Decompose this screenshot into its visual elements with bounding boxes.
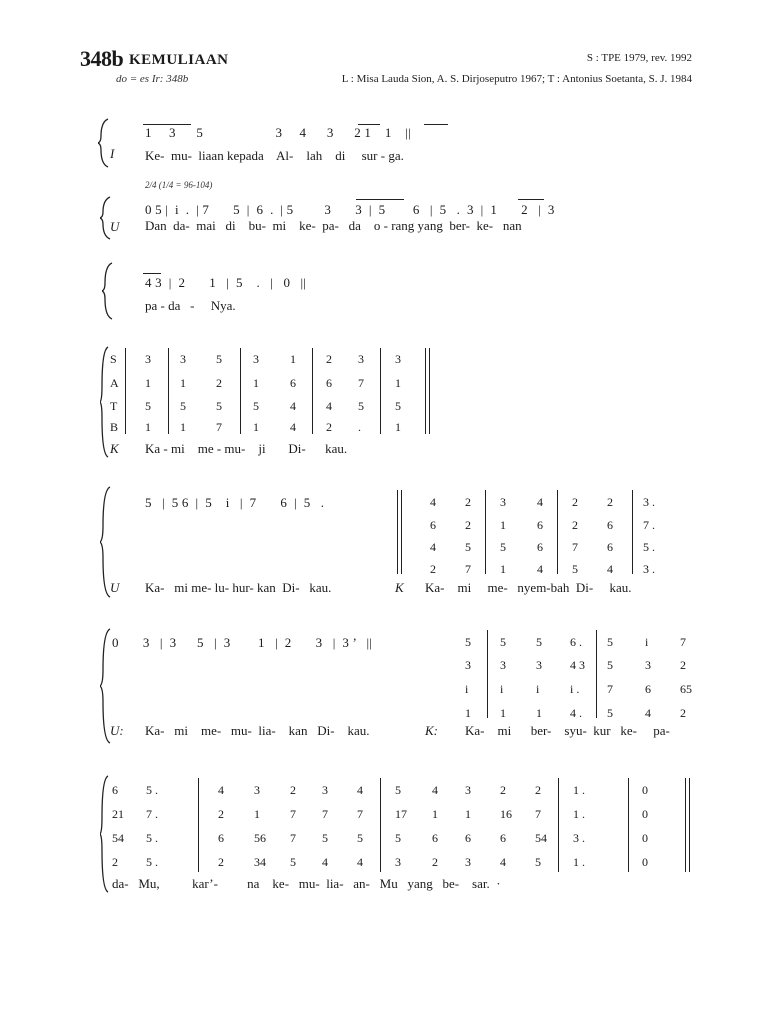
key-info: do = es Ir: 348b xyxy=(116,73,189,85)
note-cell: 2 xyxy=(680,706,686,720)
note-cell: 3 xyxy=(145,352,151,366)
lyrics-line: Ka - mi me - mu- ji Di- kau. xyxy=(145,441,348,456)
note-cell: i . xyxy=(570,682,580,696)
note-cell: 5 xyxy=(322,831,328,845)
note-cell: 54 xyxy=(535,831,547,845)
note-cell: 6 xyxy=(465,831,471,845)
melody-notes: 1 3 5 3 4 3 2 1 1 || xyxy=(145,125,412,140)
note-cell: 2 xyxy=(326,352,332,366)
note-cell: 6 xyxy=(290,376,296,390)
note-cell: 65 xyxy=(680,682,692,696)
note-cell: 34 xyxy=(254,855,266,869)
beam-line xyxy=(143,273,161,274)
note-cell: 4 xyxy=(218,783,224,797)
note-cell: 4 xyxy=(322,855,328,869)
note-cell: 4 . xyxy=(570,706,582,720)
hymn-number: 348b xyxy=(80,46,124,71)
system-brace xyxy=(100,775,110,893)
note-cell: 5 . xyxy=(146,831,158,845)
double-bar-line xyxy=(397,490,402,574)
note-cell: 5 xyxy=(536,635,542,649)
note-cell: 2 xyxy=(607,495,613,509)
note-cell: 7 . xyxy=(146,807,158,821)
note-cell: 1 xyxy=(395,376,401,390)
note-cell: 1 xyxy=(500,562,506,576)
note-cell: 2 xyxy=(535,783,541,797)
note-cell: 1 xyxy=(253,420,259,434)
note-cell: 0 xyxy=(642,783,648,797)
note-cell: 5 xyxy=(395,831,401,845)
note-cell: 56 xyxy=(254,831,266,845)
note-cell: 3 xyxy=(395,352,401,366)
note-cell: 2 xyxy=(218,807,224,821)
bar-line xyxy=(487,630,488,718)
note-cell: 4 xyxy=(430,540,436,554)
bar-line xyxy=(198,778,199,872)
note-cell: 3 xyxy=(465,658,471,672)
note-cell: 1 xyxy=(180,420,186,434)
note-cell: 1 xyxy=(536,706,542,720)
note-cell: 5 xyxy=(535,855,541,869)
note-cell: 5 xyxy=(607,658,613,672)
note-cell: 7 xyxy=(322,807,328,821)
bar-line xyxy=(380,348,381,434)
note-cell: 4 xyxy=(290,399,296,413)
source-music: S : TPE 1979, rev. 1992 xyxy=(586,52,692,64)
bar-line xyxy=(312,348,313,434)
note-cell: 6 xyxy=(607,518,613,532)
note-cell: 5 xyxy=(358,399,364,413)
note-cell: 5 . xyxy=(643,540,655,554)
note-cell: 3 xyxy=(253,352,259,366)
bar-line xyxy=(557,490,558,574)
note-cell: 54 xyxy=(112,831,124,845)
note-cell: 1 xyxy=(180,376,186,390)
note-cell: 2 xyxy=(216,376,222,390)
note-cell: 2 xyxy=(326,420,332,434)
note-cell: 2 xyxy=(465,495,471,509)
note-cell: 4 xyxy=(430,495,436,509)
line-tag: U: xyxy=(110,723,124,738)
melody-notes: 0 3 | 3 5 | 3 1 | 2 3 | 3 ’ || xyxy=(112,635,373,650)
note-cell: 4 3 xyxy=(570,658,585,672)
note-cell: 5 xyxy=(607,635,613,649)
beam-line xyxy=(424,124,448,125)
note-cell: i xyxy=(536,682,540,696)
note-cell: 0 xyxy=(642,855,648,869)
note-cell: 3 xyxy=(180,352,186,366)
note-cell: 6 xyxy=(645,682,651,696)
note-cell: 5 xyxy=(145,399,151,413)
note-cell: 7 xyxy=(465,562,471,576)
bar-line xyxy=(125,348,126,434)
note-cell: 2 xyxy=(572,518,578,532)
lyrics-line: Ka- mi me- lu- hur- kan Di- kau. xyxy=(145,580,332,595)
note-cell: 17 xyxy=(395,807,407,821)
melody-notes: 0 5 | i . | 7 5 | 6 . | 5 3 3 | 5 6 | 5 . 3 | 1 2 | 3 xyxy=(145,202,555,217)
lyrics-line: Ke- mu- liaan kepada Al- lah di sur - ga. xyxy=(145,148,404,163)
note-cell: 3 xyxy=(395,855,401,869)
note-cell: 3 xyxy=(465,783,471,797)
note-cell: 6 xyxy=(430,518,436,532)
note-cell: 5 xyxy=(357,831,363,845)
final-bar-line xyxy=(425,348,430,434)
note-cell: 1 xyxy=(254,807,260,821)
note-cell: 3 xyxy=(358,352,364,366)
system-brace xyxy=(100,346,110,458)
lyrics-line: Dan da- mai di bu- mi ke- pa- da o - rang yang ber- ke- nan xyxy=(145,218,522,233)
lyrics-line: Ka- mi me- nyem-bah Di- kau. xyxy=(425,580,632,595)
note-cell: 1 xyxy=(253,376,259,390)
lyrics-line: Ka- mi ber- syu- kur ke- pa- xyxy=(465,723,670,738)
note-cell: 4 xyxy=(607,562,613,576)
note-cell: 4 xyxy=(537,495,543,509)
bar-line xyxy=(632,490,633,574)
note-cell: 4 xyxy=(645,706,651,720)
note-cell: 5 xyxy=(572,562,578,576)
system-brace xyxy=(102,262,114,320)
note-cell: 6 xyxy=(500,831,506,845)
final-bar-line xyxy=(685,778,690,872)
note-cell: 1 xyxy=(432,807,438,821)
note-cell: 3 xyxy=(536,658,542,672)
note-cell: 2 xyxy=(572,495,578,509)
note-cell: i xyxy=(465,682,469,696)
note-cell: 5 . xyxy=(146,783,158,797)
note-cell: 5 xyxy=(290,855,296,869)
note-cell: 7 . xyxy=(643,518,655,532)
note-cell: 4 xyxy=(432,783,438,797)
note-cell: 2 xyxy=(680,658,686,672)
bar-line xyxy=(628,778,629,872)
note-cell: 7 xyxy=(535,807,541,821)
note-cell: 7 xyxy=(358,376,364,390)
note-cell: 4 xyxy=(290,420,296,434)
note-cell: 5 xyxy=(216,399,222,413)
beam-line xyxy=(143,124,191,125)
note-cell: 3 xyxy=(500,658,506,672)
note-cell: 3 . xyxy=(643,562,655,576)
note-cell: 7 xyxy=(680,635,686,649)
lyrics-line: Ka- mi me- mu- lia- kan Di- kau. xyxy=(145,723,370,738)
beam-line xyxy=(358,124,380,125)
note-cell: 5 xyxy=(465,635,471,649)
note-cell: 21 xyxy=(112,807,124,821)
note-cell: 1 xyxy=(145,420,151,434)
note-cell: 7 xyxy=(290,831,296,845)
note-cell: 1 xyxy=(290,352,296,366)
note-cell: 2 xyxy=(465,518,471,532)
bar-line xyxy=(168,348,169,434)
note-cell: 6 xyxy=(432,831,438,845)
note-cell: 4 xyxy=(357,783,363,797)
note-cell: 7 xyxy=(216,420,222,434)
bar-line xyxy=(558,778,559,872)
note-cell: 3 . xyxy=(573,831,585,845)
beam-line xyxy=(518,199,544,200)
note-cell: 1 xyxy=(500,518,506,532)
note-cell: 2 xyxy=(218,855,224,869)
note-cell: 0 xyxy=(642,807,648,821)
note-cell: 1 . xyxy=(573,807,585,821)
note-cell: 6 xyxy=(218,831,224,845)
beam-line xyxy=(356,199,404,200)
lyrics-line: da- Mu, kar’- na ke- mu- lia- an- Mu yang be- sar. · xyxy=(112,876,501,891)
lyrics-line: pa - da - Nya. xyxy=(145,298,236,313)
note-cell: 7 xyxy=(572,540,578,554)
note-cell: 6 xyxy=(326,376,332,390)
line-tag: K xyxy=(395,580,404,595)
note-cell: 0 xyxy=(642,831,648,845)
voice-label-bass: B xyxy=(110,420,119,434)
note-cell: 2 xyxy=(500,783,506,797)
note-cell: 1 xyxy=(500,706,506,720)
note-cell: 4 xyxy=(357,855,363,869)
note-cell: 5 xyxy=(465,540,471,554)
note-cell: 3 xyxy=(322,783,328,797)
note-cell: 1 xyxy=(465,807,471,821)
voice-label-tenor: T xyxy=(110,399,118,413)
note-cell: 3 xyxy=(254,783,260,797)
note-cell: 4 xyxy=(326,399,332,413)
melody-notes: 4 3 | 2 1 | 5 . | 0 || xyxy=(145,275,307,290)
note-cell: 5 xyxy=(500,635,506,649)
note-cell: 7 xyxy=(357,807,363,821)
line-tag: U xyxy=(110,580,120,595)
note-cell: 2 xyxy=(432,855,438,869)
note-cell: 3 xyxy=(500,495,506,509)
note-cell: 1 xyxy=(465,706,471,720)
source-lyrics: L : Misa Lauda Sion, A. S. Dirjoseputro 1967; T : Antonius Soetanta, S. J. 1984 xyxy=(341,73,692,85)
note-cell: 5 xyxy=(607,706,613,720)
note-cell: 5 xyxy=(395,399,401,413)
note-cell: 1 xyxy=(395,420,401,434)
tempo-marking: 2/4 (1/4 = 96-104) xyxy=(145,180,213,190)
note-cell: i xyxy=(645,635,649,649)
melody-notes: 5 | 5 6 | 5 i | 7 6 | 5 . xyxy=(145,495,325,510)
note-cell: 1 xyxy=(145,376,151,390)
note-cell: 2 xyxy=(290,783,296,797)
note-cell: 5 xyxy=(180,399,186,413)
note-cell: 4 xyxy=(537,562,543,576)
note-cell: 6 . xyxy=(570,635,582,649)
note-cell: 2 xyxy=(430,562,436,576)
line-tag: U xyxy=(110,219,120,234)
line-tag: I xyxy=(110,146,115,161)
note-cell: 1 . xyxy=(573,783,585,797)
note-cell: 7 xyxy=(607,682,613,696)
system-brace xyxy=(98,118,110,168)
note-cell: 7 xyxy=(290,807,296,821)
note-cell: 6 xyxy=(607,540,613,554)
bar-line xyxy=(240,348,241,434)
note-cell: 16 xyxy=(500,807,512,821)
note-cell: 6 xyxy=(112,783,118,797)
note-cell: 6 xyxy=(537,518,543,532)
note-cell: 6 xyxy=(537,540,543,554)
note-cell: 3 . xyxy=(643,495,655,509)
voice-label-alto: A xyxy=(110,376,119,390)
hymn-title: KEMULIAAN xyxy=(129,52,229,68)
bar-line xyxy=(596,630,597,718)
note-cell: 5 . xyxy=(146,855,158,869)
bar-line xyxy=(380,778,381,872)
line-tag: K xyxy=(110,441,119,456)
note-cell: 5 xyxy=(395,783,401,797)
note-cell: 5 xyxy=(216,352,222,366)
note-cell: 5 xyxy=(253,399,259,413)
voice-label-soprano: S xyxy=(110,352,117,366)
note-cell: . xyxy=(358,420,361,434)
note-cell: 5 xyxy=(500,540,506,554)
note-cell: 1 . xyxy=(573,855,585,869)
bar-line xyxy=(485,490,486,574)
note-cell: 3 xyxy=(465,855,471,869)
line-tag: K: xyxy=(425,723,438,738)
note-cell: 3 xyxy=(645,658,651,672)
note-cell: 2 xyxy=(112,855,118,869)
note-cell: i xyxy=(500,682,504,696)
note-cell: 4 xyxy=(500,855,506,869)
